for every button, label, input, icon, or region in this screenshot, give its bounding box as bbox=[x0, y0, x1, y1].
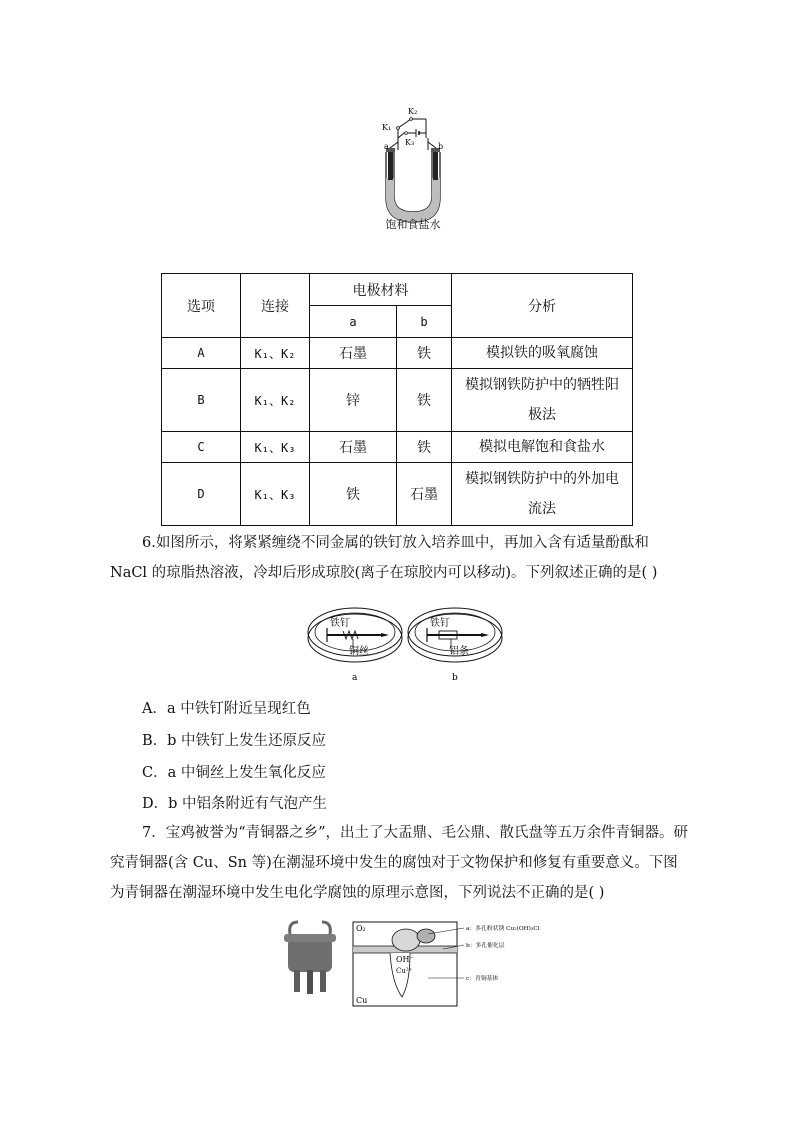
table-row bbox=[162, 338, 633, 369]
aluminum-strip-label: 铝条 bbox=[449, 646, 469, 657]
question-6-text: 6.如图所示，将紧紧缠绕不同金属的铁钉放入培养皿中，再加入含有适量酚酞和 NaCl 的琼脂热溶液，冷却后形成琼胶(离子在琼胶内可以移动)。下列叙述正确的是( ) bbox=[110, 535, 658, 581]
label-c: c：青铜基体 bbox=[466, 976, 499, 982]
petri-dish-diagram bbox=[305, 598, 505, 684]
nail-label-b: 铁钉 bbox=[430, 618, 450, 629]
row-analysis: 模拟钢铁防护中的外加电 流法 bbox=[452, 463, 633, 526]
row-option: C bbox=[162, 432, 241, 463]
row-connection: K₁、K₂ bbox=[241, 369, 310, 432]
row-option: A bbox=[162, 338, 241, 369]
header-b: b bbox=[397, 306, 452, 338]
header-option: 选项 bbox=[162, 274, 241, 338]
question-7-text: 7．宝鸡被誉为“青铜器之乡”，出土了大盂鼎、毛公鼎、散氏盘等五万余件青铜器。研究青铜器(含 Cu、Sn 等)在潮湿环境中发生的腐蚀对于文物保护和修复有重要意义。下图为青铜器在潮湿环境中发生电化学腐蚀的原理示意图，下列说法不正确的是( ) bbox=[110, 825, 689, 901]
row-electrode-a: 石墨 bbox=[310, 432, 397, 463]
row-electrode-b: 石墨 bbox=[397, 463, 452, 526]
bronze-corrosion-figure bbox=[278, 918, 548, 1008]
row-option: B bbox=[162, 369, 241, 432]
row-connection: K₁、K₂ bbox=[241, 338, 310, 369]
row-analysis: 模拟铁的吸氧腐蚀 bbox=[452, 338, 633, 369]
row-electrode-a: 铁 bbox=[310, 463, 397, 526]
options-table bbox=[161, 273, 633, 526]
o2-label: O₂ bbox=[356, 924, 366, 933]
k2-label: K₂ bbox=[408, 107, 418, 116]
row-connection: K₁、K₃ bbox=[241, 432, 310, 463]
u-tube-diagram bbox=[378, 100, 448, 235]
header-analysis: 分析 bbox=[452, 274, 633, 338]
k1-label: K₁ bbox=[382, 123, 392, 132]
cu-label: Cu bbox=[356, 996, 368, 1005]
hydroxide-label: OH⁻ bbox=[396, 955, 414, 964]
electrode-a-label: a bbox=[384, 142, 389, 151]
option-c[interactable]: C．a 中铜丝上发生氧化反应 bbox=[142, 765, 326, 781]
row-electrode-b: 铁 bbox=[397, 369, 452, 432]
k3-label: K₃ bbox=[405, 138, 415, 147]
label-a: a：多孔粉状锈 Cu₂(OH)₃Cl bbox=[466, 926, 540, 932]
dish-b-label: b bbox=[452, 673, 458, 683]
row-analysis: 模拟钢铁防护中的牺牲阳 极法 bbox=[452, 369, 633, 432]
row-analysis: 模拟电解饱和食盐水 bbox=[452, 432, 633, 463]
figure-caption: 饱和食盐水 bbox=[385, 218, 441, 231]
option-d[interactable]: D．b 中铝条附近有气泡产生 bbox=[142, 796, 328, 812]
table-row bbox=[162, 463, 633, 526]
copper-ion-label: Cu²⁺ bbox=[396, 967, 413, 975]
row-electrode-b: 铁 bbox=[397, 338, 452, 369]
header-electrode: 电极材料 bbox=[310, 274, 452, 306]
row-electrode-a: 石墨 bbox=[310, 338, 397, 369]
option-b[interactable]: B．b 中铁钉上发生还原反应 bbox=[142, 733, 327, 749]
electrode-b-label: b bbox=[438, 142, 444, 151]
dish-a-label: a bbox=[352, 673, 358, 683]
row-option: D bbox=[162, 463, 241, 526]
header-a: a bbox=[310, 306, 397, 338]
table-row bbox=[162, 432, 633, 463]
row-electrode-b: 铁 bbox=[397, 432, 452, 463]
row-electrode-a: 锌 bbox=[310, 369, 397, 432]
header-connection: 连接 bbox=[241, 274, 310, 338]
option-a[interactable]: A．a 中铁钉附近呈现红色 bbox=[142, 701, 311, 717]
copper-wire-label: 铜丝 bbox=[349, 646, 369, 657]
nail-label-a: 铁钉 bbox=[330, 618, 350, 629]
bronze-ding-image bbox=[284, 922, 336, 994]
table-row bbox=[162, 369, 633, 432]
row-connection: K₁、K₃ bbox=[241, 463, 310, 526]
label-b: b：多孔催化层 bbox=[466, 943, 505, 949]
